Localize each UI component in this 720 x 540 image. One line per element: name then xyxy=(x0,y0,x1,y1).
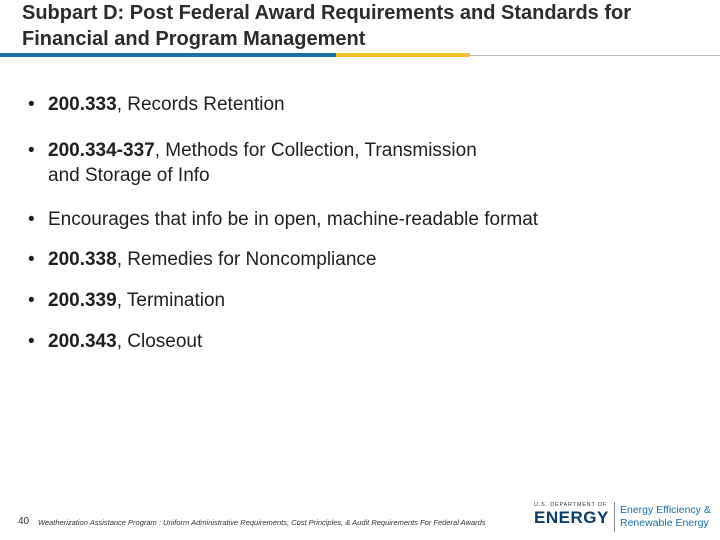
bullet-text: Encourages that info be in open, machine-readable format xyxy=(48,209,539,230)
title-rule-yellow xyxy=(336,53,470,57)
bullet-text: , Termination xyxy=(116,290,226,311)
bullet-ref: 200.339 xyxy=(48,290,117,311)
logo-dept-big: ENERGY xyxy=(534,508,609,527)
bullet-item xyxy=(28,288,708,313)
bullet-ref: 200.333 xyxy=(48,94,117,115)
logo-office-line-2: Renewable Energy xyxy=(620,517,709,529)
bullet-item xyxy=(28,329,708,354)
bullet-text: , Remedies for Noncompliance xyxy=(116,249,377,270)
slide-title xyxy=(22,0,712,52)
bullet-text: , Records Retention xyxy=(116,94,285,115)
bullet-text-continued: and Storage of Info xyxy=(48,165,210,186)
bullet-dot: • xyxy=(28,290,35,311)
bullet-item xyxy=(28,138,708,188)
bullet-text: , Closeout xyxy=(116,331,203,352)
slide-title-line-1: Subpart D: Post Federal Award Requirements and Standards for xyxy=(22,2,632,24)
bullet-item xyxy=(28,92,708,117)
bullet-dot: • xyxy=(28,209,35,230)
bullet-dot: • xyxy=(28,140,35,161)
title-rule-gray xyxy=(470,55,720,56)
bullet-dot: • xyxy=(28,94,35,115)
logo-office-line-1: Energy Efficiency & xyxy=(620,504,711,516)
bullet-ref: 200.343 xyxy=(48,331,117,352)
bullet-text: , Methods for Collection, Transmission xyxy=(154,140,477,161)
title-rule-blue xyxy=(0,53,336,57)
slide-title-line-2: Financial and Program Management xyxy=(22,28,366,50)
logo-divider xyxy=(614,502,615,532)
logo-dept-small: U.S. DEPARTMENT OF xyxy=(534,502,608,508)
doe-eere-logo xyxy=(534,500,718,536)
bullet-ref: 200.338 xyxy=(48,249,117,270)
bullet-item xyxy=(28,247,708,272)
footer-caption: Weatherization Assistance Program : Uniform Administrative Requirements, Cost Principles, & Audit Requirements For Federal Awards xyxy=(38,518,486,527)
bullet-dot: • xyxy=(28,331,35,352)
page-number: 40 xyxy=(18,516,30,527)
bullet-ref: 200.334-337 xyxy=(48,140,155,161)
bullet-dot: • xyxy=(28,249,35,270)
bullet-item xyxy=(28,207,708,232)
